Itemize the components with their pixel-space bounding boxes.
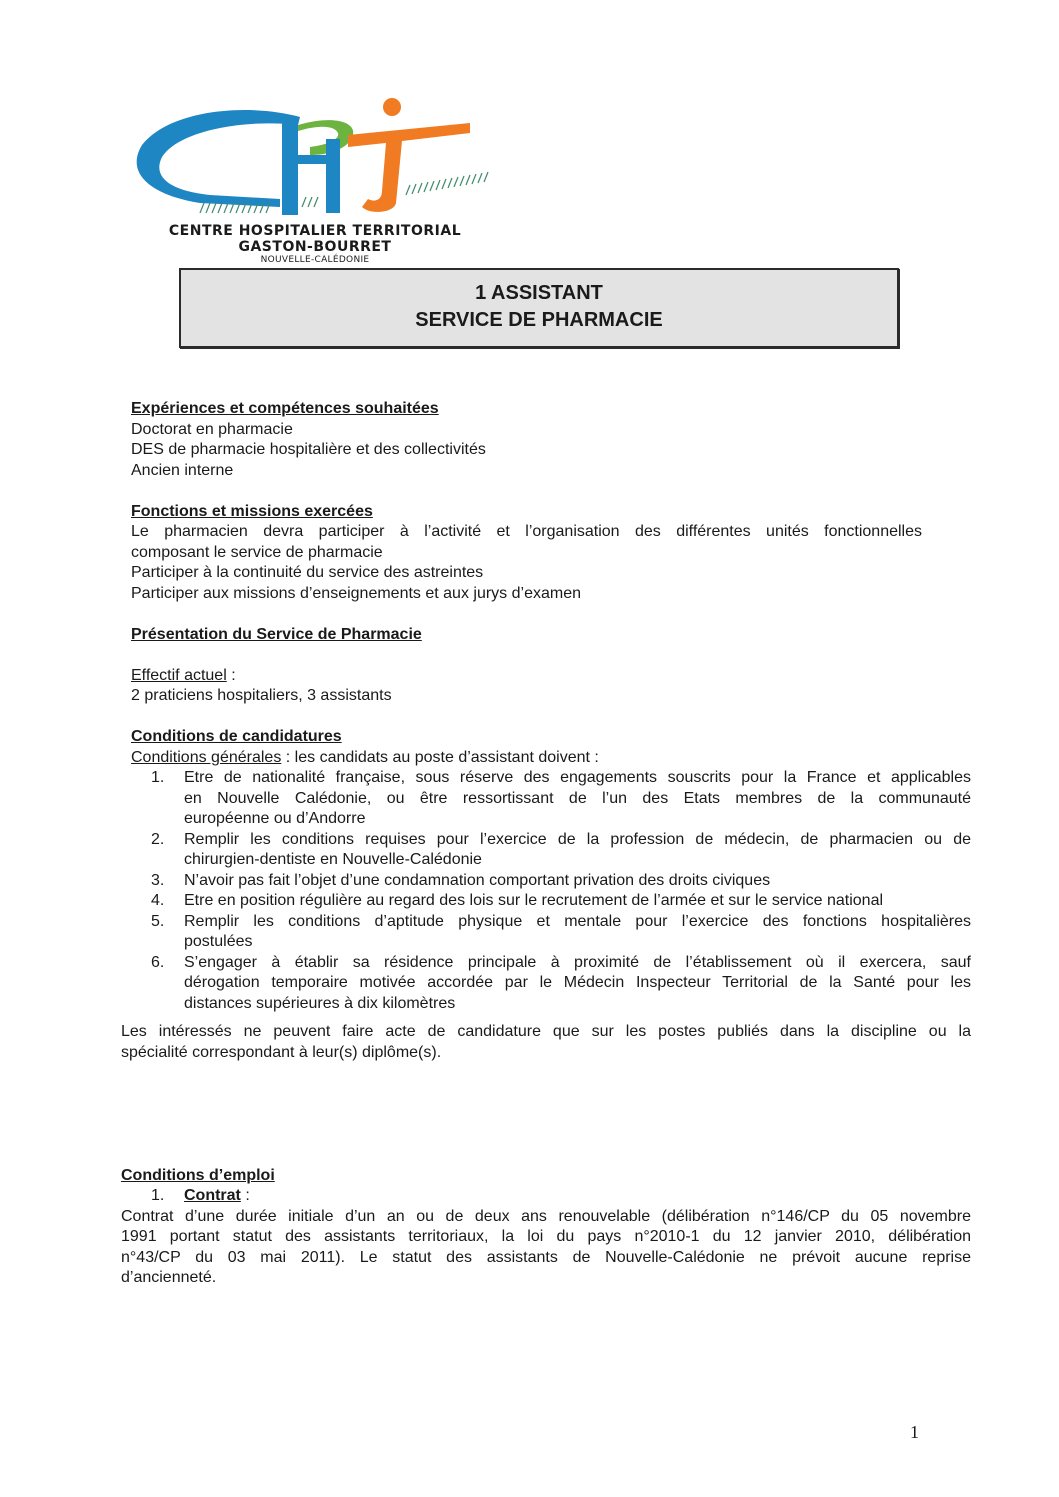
condition-item-text: postulées xyxy=(184,933,253,950)
presentation-heading: Présentation du Service de Pharmacie xyxy=(131,626,422,643)
fonctions-heading: Fonctions et missions exercées xyxy=(131,503,373,520)
conditions-generales-label: Conditions générales xyxy=(131,749,282,766)
condition-item-text: dérogation temporaire motivée accordée par le Médecin Inspecteur Territorial de la Santé pour les xyxy=(184,974,971,991)
condition-item-text: distances supérieures à dix kilomètres xyxy=(184,995,456,1012)
job-title-line1: 1 ASSISTANT xyxy=(475,282,603,304)
condition-item-text: en Nouvelle Calédonie, ou être ressortissant de l’un des Etats membres de la communauté xyxy=(184,790,971,807)
list-number: 5. xyxy=(151,913,165,930)
experience-item: Ancien interne xyxy=(131,462,234,479)
org-name-line2: GASTON-BOURRET xyxy=(238,239,392,255)
list-number: 6. xyxy=(151,954,165,971)
experience-item: DES de pharmacie hospitalière et des collectivités xyxy=(131,441,486,458)
contrat-text: 1991 portant statut des assistants territoriaux, la loi du pays n°2010-1 du 12 janvier 2010, délibération xyxy=(121,1228,971,1245)
effectif-label-line xyxy=(131,666,236,686)
list-number: 4. xyxy=(151,892,165,909)
conditions-generales-text: : les candidats au poste d’assistant doivent : xyxy=(281,749,599,766)
contrat-label: Contrat xyxy=(184,1187,241,1204)
cht-logo-mark xyxy=(130,95,500,220)
condition-item-text: Etre de nationalité française, sous réserve des engagements souscrits pour la France et applicables xyxy=(184,769,971,786)
effectif-value: 2 praticiens hospitaliers, 3 assistants xyxy=(131,687,392,704)
emploi-heading: Conditions d’emploi xyxy=(121,1167,275,1184)
condition-item-text: Remplir les conditions d’aptitude physique et mentale pour l’exercice des fonctions hospitalières xyxy=(184,913,971,930)
hospital-logo xyxy=(130,95,500,270)
list-number: 2. xyxy=(151,831,165,848)
condition-item-text: Etre en position régulière au regard des lois sur le recrutement de l’armée et sur le service national xyxy=(184,892,884,909)
contrat-text: Contrat d’une durée initiale d’un an ou de deux ans renouvelable (délibération n°146/CP du 05 novembre xyxy=(121,1208,971,1225)
list-number: 1. xyxy=(151,1187,165,1204)
fonctions-text: Participer aux missions d’enseignements et aux jurys d’examen xyxy=(131,585,581,602)
org-location: NOUVELLE-CALÉDONIE xyxy=(260,255,370,265)
condition-item-text: S’engager à établir sa résidence principale à proximité de l’établissement où il exercera, sauf xyxy=(184,954,971,971)
conditions-intro xyxy=(131,748,599,768)
contrat-text: d’ancienneté. xyxy=(121,1269,217,1286)
condition-item-text: N’avoir pas fait l’objet d’une condamnation comportant privation des droits civiques xyxy=(184,872,771,889)
job-title-line2: SERVICE DE PHARMACIE xyxy=(415,309,663,331)
candidature-note: spécialité correspondant à leur(s) diplôme(s). xyxy=(121,1044,442,1061)
condition-item-text: européenne ou d’Andorre xyxy=(184,810,366,827)
fonctions-text: composant le service de pharmacie xyxy=(131,544,383,561)
condition-item-text: chirurgien-dentiste en Nouvelle-Calédonie xyxy=(184,851,482,868)
contrat-colon: : xyxy=(240,1187,250,1204)
org-name-line1: CENTRE HOSPITALIER TERRITORIAL xyxy=(168,223,462,239)
fonctions-text: Le pharmacien devra participer à l’activité et l’organisation des différentes unités fonctionnelles xyxy=(131,523,922,540)
experience-item: Doctorat en pharmacie xyxy=(131,421,293,438)
fonctions-text: Participer à la continuité du service des astreintes xyxy=(131,564,484,581)
list-number: 3. xyxy=(151,872,165,889)
contrat-label-line xyxy=(184,1186,250,1206)
condition-item-text: Remplir les conditions requises pour l’exercice de la profession de médecin, de pharmacien ou de xyxy=(184,831,971,848)
contrat-text: n°43/CP du 03 mai 2011). Le statut des assistants de Nouvelle-Calédonie ne prévoit aucune reprise xyxy=(121,1249,971,1266)
effectif-label: Effectif actuel xyxy=(131,667,227,684)
list-number: 1. xyxy=(151,769,165,786)
effectif-colon: : xyxy=(226,667,236,684)
job-title-box xyxy=(179,268,899,348)
experience-heading: Expériences et compétences souhaitées xyxy=(131,400,439,417)
candidature-note: Les intéressés ne peuvent faire acte de candidature que sur les postes publiés dans la discipline ou la xyxy=(121,1023,971,1040)
page-number: 1 xyxy=(910,1422,919,1442)
conditions-heading: Conditions de candidatures xyxy=(131,728,342,745)
